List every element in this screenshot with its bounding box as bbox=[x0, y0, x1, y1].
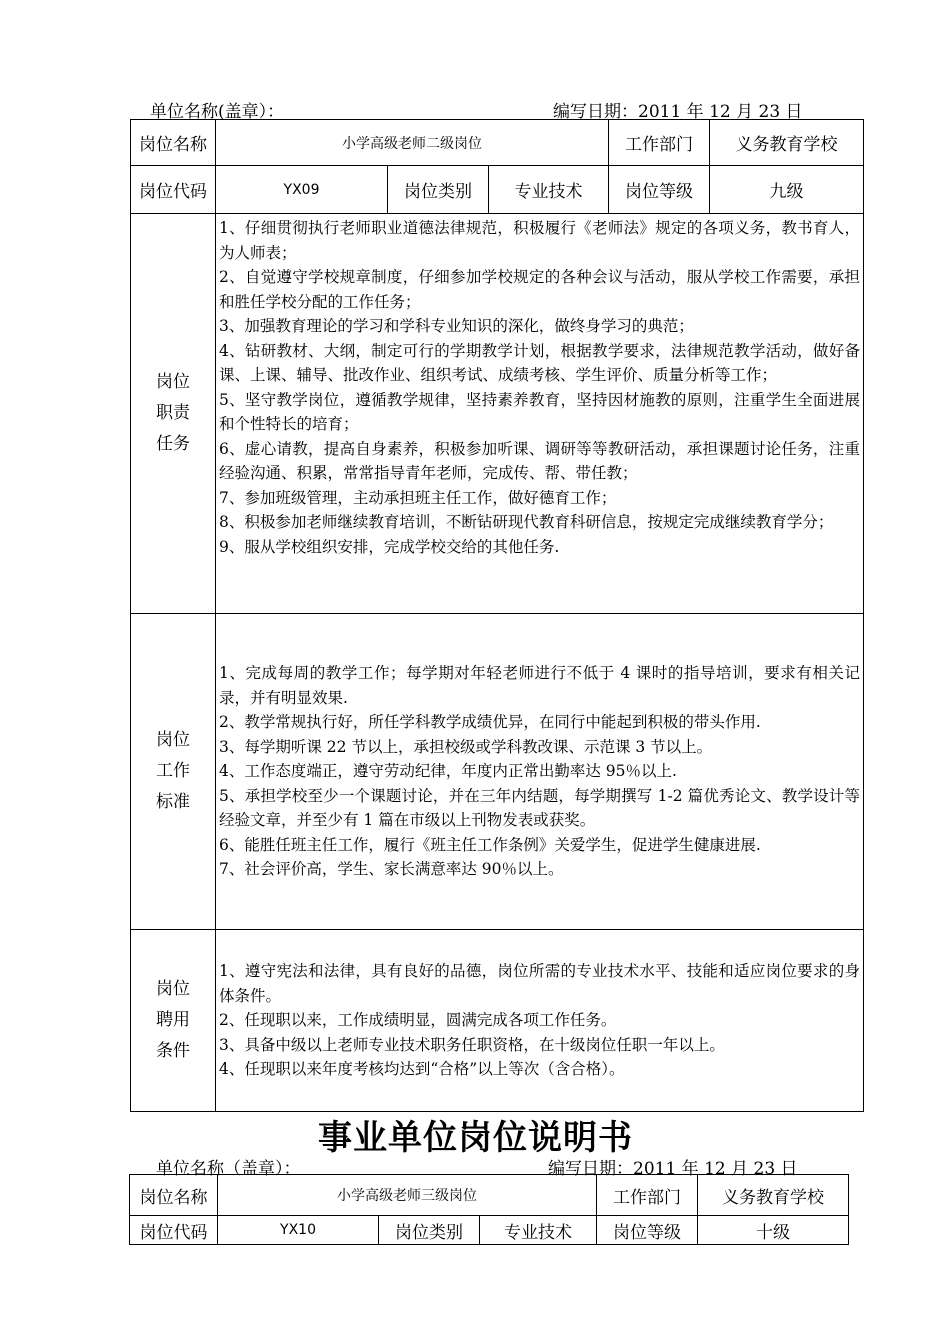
duty-item: 1、仔细贯彻执行老师职业道德法律规范，积极履行《老师法》规定的各项义务，教书育人，为人师表； bbox=[219, 219, 860, 262]
standards-content bbox=[216, 614, 864, 930]
duty-item: 8、积极参加老师继续教育培训，不断钻研现代教育科研信息，按规定完成继续教育学分； bbox=[219, 513, 834, 531]
post-name-label-2: 岗位名称 bbox=[130, 1175, 218, 1216]
standard-item: 1、完成每周的教学工作；每学期对年轻老师进行不低于 4 课时的指导培训，要求有相关记录，并有明显效果. bbox=[219, 664, 860, 707]
category-label: 岗位类别 bbox=[388, 166, 489, 214]
post-description-table-2 bbox=[129, 1174, 849, 1245]
post-code-row bbox=[131, 166, 864, 214]
duties-row bbox=[131, 214, 864, 614]
unit-name-label-2: 单位名称（盖章）： bbox=[156, 1159, 301, 1179]
compile-date: 编写日期：2011 年 12 月 23 日 bbox=[553, 102, 803, 122]
standards-row bbox=[131, 614, 864, 930]
grade-label: 岗位等级 bbox=[609, 166, 710, 214]
post-code-label-2: 岗位代码 bbox=[130, 1216, 218, 1245]
post-code-value: YX09 bbox=[216, 166, 388, 214]
dept-label: 工作部门 bbox=[609, 120, 710, 166]
standard-item: 4、工作态度端正，遵守劳动纪律，年度内正常出勤率达 95％以上. bbox=[219, 762, 677, 781]
category-label-2: 岗位类别 bbox=[379, 1216, 480, 1245]
grade-value-2: 十级 bbox=[698, 1216, 849, 1245]
duty-item: 9、服从学校组织安排，完成学校交给的其他任务. bbox=[219, 537, 560, 556]
post-description-table bbox=[130, 119, 864, 1112]
duty-item: 2、自觉遵守学校规章制度，仔细参加学校规定的各种会议与活动，服从学校工作需要，承担和胜任学校分配的工作任务； bbox=[219, 268, 860, 311]
duty-item: 4、钻研教材、大纲，制定可行的学期教学计划，根据教学要求，法律规范教学活动，做好备课、上课、辅导、批改作业、组织考试、成绩考核、学生评价、质量分析等工作； bbox=[219, 341, 860, 384]
standard-item: 3、每学期听课 22 节以上，承担校级或学科教改课、示范课 3 节以上。 bbox=[219, 737, 713, 756]
category-value: 专业技术 bbox=[489, 166, 609, 214]
standard-item: 5、承担学校至少一个课题讨论，并在三年内结题，每学期撰写 1-2 篇优秀论文、教学设计等经验文章，并至少有 1 篇在市级以上刊物发表或获奖。 bbox=[219, 786, 860, 830]
grade-value: 九级 bbox=[710, 166, 864, 214]
category-value-2: 专业技术 bbox=[480, 1216, 597, 1245]
post-name-value-2: 小学高级老师三级岗位 bbox=[218, 1175, 597, 1216]
compile-date-2: 编写日期：2011 年 12 月 23 日 bbox=[548, 1159, 798, 1179]
duty-item: 7、参加班级管理，主动承担班主任工作，做好德育工作； bbox=[219, 488, 617, 507]
duties-label: 岗位 职责 任务 bbox=[131, 214, 216, 614]
condition-item: 2、任现职以来，工作成绩明显，圆满完成各项工作任务。 bbox=[219, 1011, 617, 1030]
standards-label: 岗位 工作 标准 bbox=[131, 614, 216, 930]
duty-item: 6、虚心请教，提高自身素养，积极参加听课、调研等等教研活动，承担课题讨论任务，注重经验沟通、积累，常常指导青年老师，完成传、帮、带任教； bbox=[219, 439, 860, 482]
post-code-row-2 bbox=[130, 1216, 849, 1245]
post-code-value-2: YX10 bbox=[218, 1216, 379, 1245]
conditions-label: 岗位 聘用 条件 bbox=[131, 930, 216, 1112]
unit-name-label: 单位名称(盖章）： bbox=[150, 102, 285, 122]
document-title: 事业单位岗位说明书 bbox=[318, 1118, 633, 1158]
conditions-content bbox=[216, 930, 864, 1112]
post-code-label: 岗位代码 bbox=[131, 166, 216, 214]
grade-label-2: 岗位等级 bbox=[597, 1216, 698, 1245]
standard-item: 7、社会评价高，学生、家长满意率达 90％以上。 bbox=[219, 860, 564, 879]
duty-item: 5、坚守教学岗位，遵循教学规律，坚持素养教育，坚持因材施教的原则，注重学生全面进展和个性特长的培育； bbox=[219, 390, 860, 433]
condition-item: 1、遵守宪法和法律，具有良好的品德，岗位所需的专业技术水平、技能和适应岗位要求的身体条件。 bbox=[219, 962, 860, 1005]
standard-item: 2、教学常规执行好，所任学科教学成绩优异，在同行中能起到积极的带头作用. bbox=[219, 713, 761, 732]
duty-item: 3、加强教育理论的学习和学科专业知识的深化，做终身学习的典范； bbox=[219, 317, 694, 335]
dept-value: 义务教育学校 bbox=[710, 120, 864, 166]
dept-value-2: 义务教育学校 bbox=[698, 1175, 849, 1216]
standard-item: 6、能胜任班主任工作，履行《班主任工作条例》关爱学生，促进学生健康进展. bbox=[219, 835, 761, 854]
post-name-value: 小学高级老师二级岗位 bbox=[216, 120, 609, 166]
dept-label-2: 工作部门 bbox=[597, 1175, 698, 1216]
post-name-row bbox=[131, 120, 864, 166]
post-name-label: 岗位名称 bbox=[131, 120, 216, 166]
post-name-row-2 bbox=[130, 1175, 849, 1216]
condition-item: 4、任现职以来年度考核均达到“合格”以上等次（含合格）。 bbox=[219, 1060, 625, 1079]
conditions-row bbox=[131, 930, 864, 1112]
condition-item: 3、具备中级以上老师专业技术职务任职资格，在十级岗位任职一年以上。 bbox=[219, 1035, 725, 1054]
duties-content bbox=[216, 214, 864, 614]
